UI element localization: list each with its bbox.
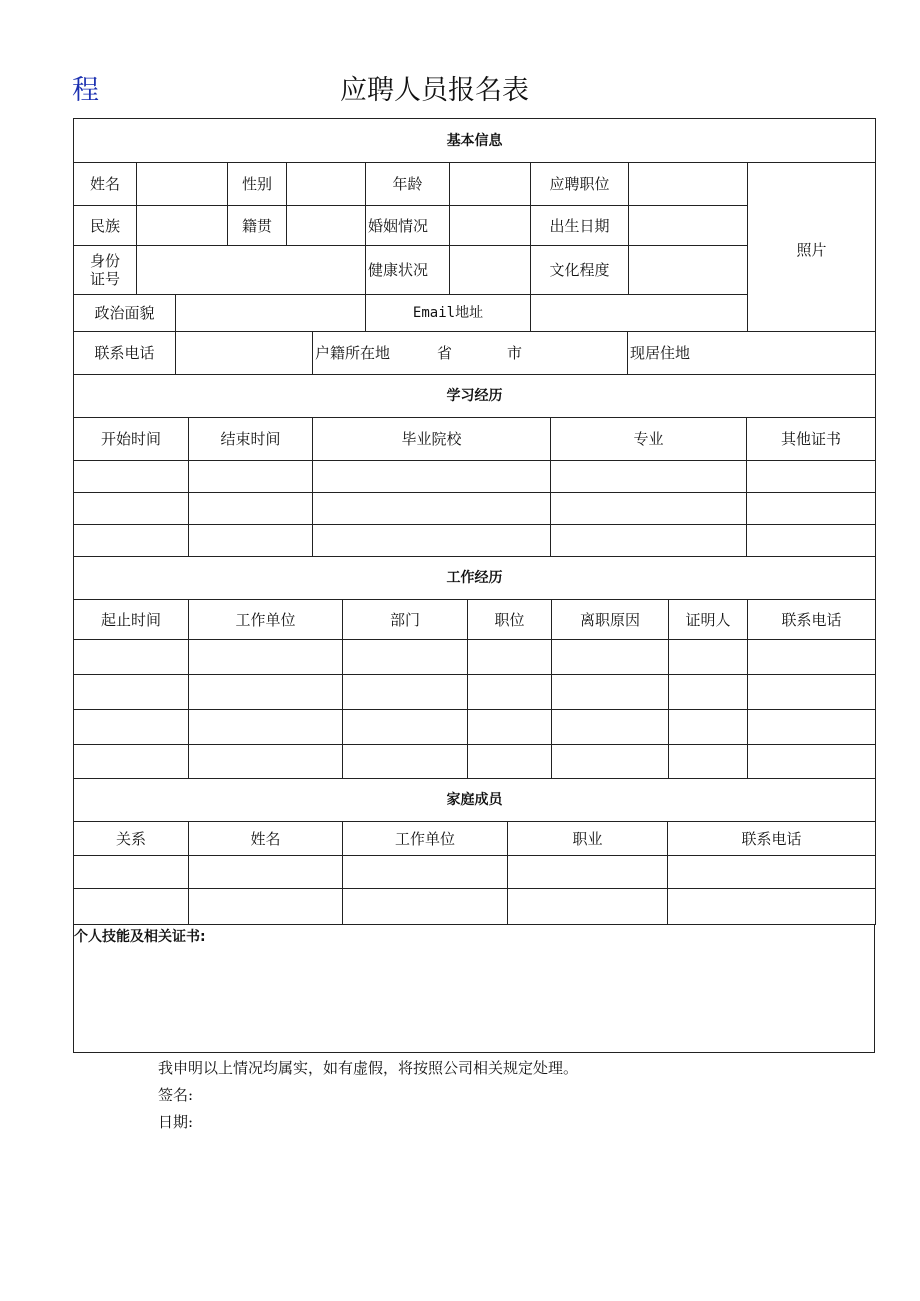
work-cell[interactable]: [468, 710, 552, 745]
name-label: 姓名: [74, 163, 137, 206]
health-label: 健康状况: [366, 246, 450, 295]
ethnicity-label: 民族: [74, 206, 137, 246]
declaration-statement: 我申明以上情况均属实，如有虚假，将按照公司相关规定处理。: [158, 1059, 579, 1077]
study-cell[interactable]: [551, 461, 747, 493]
work-history-table: [73, 556, 876, 779]
company-logo-text: 程: [72, 75, 99, 106]
residence-label: 现居住地: [630, 344, 691, 362]
email-field[interactable]: [531, 295, 748, 332]
gender-field[interactable]: [287, 163, 366, 206]
work-section-title: 工作经历: [74, 557, 876, 600]
signature-label: 签名:: [158, 1086, 194, 1104]
study-section-title: 学习经历: [74, 375, 876, 418]
study-cell[interactable]: [189, 525, 313, 557]
hukou-field[interactable]: [313, 332, 628, 375]
study-cell[interactable]: [189, 493, 313, 525]
study-row: [74, 525, 876, 557]
study-cell[interactable]: [74, 525, 189, 557]
work-header-leave-reason: 离职原因: [552, 600, 669, 640]
work-cell[interactable]: [74, 675, 189, 710]
date-label: 日期:: [158, 1113, 194, 1131]
marital-status-label: 婚姻情况: [366, 206, 450, 246]
family-header-phone: 联系电话: [668, 822, 876, 856]
birth-date-label: 出生日期: [531, 206, 629, 246]
family-header-employer: 工作单位: [343, 822, 508, 856]
study-header-major: 专业: [551, 418, 747, 461]
work-cell[interactable]: [189, 710, 343, 745]
work-cell[interactable]: [669, 640, 748, 675]
political-status-label: 政治面貌: [74, 295, 176, 332]
family-cell[interactable]: [508, 856, 668, 889]
family-header-occupation: 职业: [508, 822, 668, 856]
position-field[interactable]: [629, 163, 748, 206]
study-cell[interactable]: [74, 493, 189, 525]
family-row: [74, 856, 876, 889]
work-cell[interactable]: [552, 710, 669, 745]
work-header-position: 职位: [468, 600, 552, 640]
family-cell[interactable]: [343, 856, 508, 889]
province-label: 省: [437, 344, 453, 362]
family-cell[interactable]: [668, 856, 876, 889]
study-cell[interactable]: [313, 493, 551, 525]
work-cell[interactable]: [552, 640, 669, 675]
work-row: [74, 640, 876, 675]
application-form: [73, 118, 876, 1053]
family-cell[interactable]: [74, 856, 189, 889]
work-cell[interactable]: [74, 710, 189, 745]
native-place-field[interactable]: [287, 206, 366, 246]
family-cell[interactable]: [74, 889, 189, 925]
study-cell[interactable]: [74, 461, 189, 493]
basic-info-table: [73, 118, 876, 332]
study-row: [74, 461, 876, 493]
work-cell[interactable]: [468, 675, 552, 710]
work-cell[interactable]: [748, 745, 876, 779]
id-card-field[interactable]: [137, 246, 366, 295]
study-cell[interactable]: [551, 525, 747, 557]
work-header-employer: 工作单位: [189, 600, 343, 640]
age-label: 年龄: [366, 163, 450, 206]
work-cell[interactable]: [468, 745, 552, 779]
work-cell[interactable]: [189, 640, 343, 675]
city-label: 市: [507, 344, 523, 362]
work-cell[interactable]: [748, 710, 876, 745]
work-header-period: 起止时间: [74, 600, 189, 640]
family-table: [73, 778, 876, 925]
education-label: 文化程度: [531, 246, 629, 295]
family-header-relation: 关系: [74, 822, 189, 856]
work-row: [74, 710, 876, 745]
phone-field[interactable]: [176, 332, 313, 375]
contact-table: [73, 331, 876, 375]
work-cell[interactable]: [343, 745, 468, 779]
residence-field[interactable]: [628, 332, 876, 375]
gender-label: 性别: [228, 163, 287, 206]
study-header-end: 结束时间: [189, 418, 313, 461]
work-cell[interactable]: [343, 710, 468, 745]
skills-table: [73, 924, 875, 1053]
study-cell[interactable]: [313, 525, 551, 557]
education-field[interactable]: [629, 246, 748, 295]
ethnicity-field[interactable]: [137, 206, 228, 246]
study-cell[interactable]: [747, 461, 876, 493]
study-cell[interactable]: [189, 461, 313, 493]
study-header-start: 开始时间: [74, 418, 189, 461]
birth-date-field[interactable]: [629, 206, 748, 246]
family-section-title: 家庭成员: [74, 779, 876, 822]
photo-box[interactable]: [748, 163, 876, 332]
political-status-field[interactable]: [176, 295, 366, 332]
study-cell[interactable]: [313, 461, 551, 493]
work-cell[interactable]: [189, 745, 343, 779]
work-cell[interactable]: [748, 640, 876, 675]
work-cell[interactable]: [343, 675, 468, 710]
work-cell[interactable]: [669, 710, 748, 745]
work-cell[interactable]: [189, 675, 343, 710]
work-header-reference: 证明人: [669, 600, 748, 640]
work-cell[interactable]: [552, 745, 669, 779]
family-cell[interactable]: [189, 856, 343, 889]
age-field[interactable]: [450, 163, 531, 206]
skills-field[interactable]: [74, 925, 875, 1053]
family-row: [74, 889, 876, 925]
position-label: 应聘职位: [531, 163, 629, 206]
work-cell[interactable]: [669, 745, 748, 779]
hukou-label: 户籍所在地: [315, 344, 391, 362]
study-cell[interactable]: [747, 493, 876, 525]
work-header-phone: 联系电话: [748, 600, 876, 640]
photo-label: 照片: [796, 241, 827, 259]
native-place-label: 籍贯: [228, 206, 287, 246]
phone-label: 联系电话: [74, 332, 176, 375]
work-row: [74, 745, 876, 779]
basic-info-section-title: 基本信息: [74, 119, 876, 163]
family-cell[interactable]: [189, 889, 343, 925]
work-cell[interactable]: [748, 675, 876, 710]
marital-status-field[interactable]: [450, 206, 531, 246]
study-header-school: 毕业院校: [313, 418, 551, 461]
work-cell[interactable]: [343, 640, 468, 675]
study-row: [74, 493, 876, 525]
family-cell[interactable]: [668, 889, 876, 925]
work-cell[interactable]: [669, 675, 748, 710]
work-cell[interactable]: [468, 640, 552, 675]
study-cell[interactable]: [551, 493, 747, 525]
study-cell[interactable]: [747, 525, 876, 557]
email-label: Email地址: [366, 295, 531, 332]
work-cell[interactable]: [552, 675, 669, 710]
health-field[interactable]: [450, 246, 531, 295]
id-card-label: 身份证号: [74, 246, 137, 295]
study-header-certificates: 其他证书: [747, 418, 876, 461]
work-cell[interactable]: [74, 640, 189, 675]
family-cell[interactable]: [343, 889, 508, 925]
work-header-department: 部门: [343, 600, 468, 640]
name-field[interactable]: [137, 163, 228, 206]
work-row: [74, 675, 876, 710]
skills-label: 个人技能及相关证书:: [74, 929, 206, 945]
work-cell[interactable]: [74, 745, 189, 779]
family-header-name: 姓名: [189, 822, 343, 856]
family-cell[interactable]: [508, 889, 668, 925]
form-title: 应聘人员报名表: [340, 75, 529, 106]
study-history-table: [73, 374, 876, 557]
